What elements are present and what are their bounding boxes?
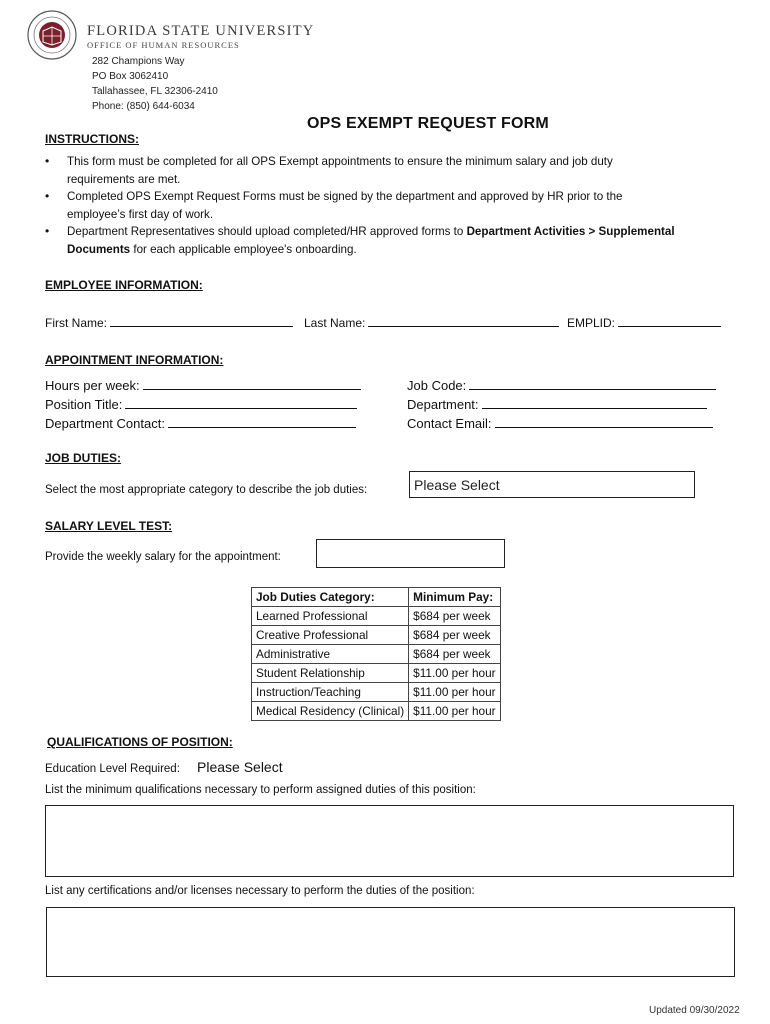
table-cell: Instruction/Teaching	[252, 683, 409, 702]
job-code-field[interactable]: Job Code:	[407, 377, 716, 393]
table-cell: Learned Professional	[252, 607, 409, 626]
address-line-2: PO Box 3062410	[92, 71, 169, 82]
job-duties-select-value: Please Select	[414, 477, 500, 493]
table-row	[252, 607, 501, 626]
table-cell: Student Relationship	[252, 664, 409, 683]
certifications-label: List any certifications and/or licenses necessary to perform the duties of the position:	[45, 885, 475, 897]
hours-per-week-field[interactable]: Hours per week:	[45, 377, 361, 393]
department-contact-field[interactable]: Department Contact:	[45, 415, 356, 431]
table-cell: $11.00 per hour	[409, 664, 500, 683]
instruction-3: Department Representatives should upload completed/HR approved forms to Department Activities > Supplemental Documents for each applicable employee's onboarding.	[67, 225, 675, 256]
instructions-heading: INSTRUCTIONS:	[45, 132, 139, 146]
table-row	[252, 664, 501, 683]
updated-date: Updated 09/30/2022	[649, 1005, 740, 1016]
bullet-icon: •	[45, 189, 50, 203]
job-duties-heading: JOB DUTIES:	[45, 451, 122, 465]
table-cell: $684 per week	[409, 607, 500, 626]
position-title-field[interactable]: Position Title:	[45, 396, 357, 412]
weekly-salary-input[interactable]	[316, 539, 505, 568]
table-header-row	[252, 588, 501, 607]
first-name-field[interactable]: First Name:	[45, 314, 293, 330]
min-qualifications-label: List the minimum qualifications necessary to perform assigned duties of this position:	[45, 784, 476, 796]
qualifications-heading: QUALIFICATIONS OF POSITION:	[47, 735, 233, 749]
table-cell: $684 per week	[409, 645, 500, 664]
certifications-textarea[interactable]	[46, 907, 735, 977]
table-header-cell: Job Duties Category:	[252, 588, 409, 607]
table-cell: $11.00 per hour	[409, 683, 500, 702]
department-field[interactable]: Department:	[407, 396, 707, 412]
bullet-icon: •	[45, 224, 50, 238]
table-cell: Administrative	[252, 645, 409, 664]
contact-email-field[interactable]: Contact Email:	[407, 415, 713, 431]
salary-test-heading: SALARY LEVEL TEST:	[45, 519, 173, 533]
instruction-2: Completed OPS Exempt Request Forms must be signed by the department and approved by HR prior to the employee’s first day of work.	[67, 190, 623, 221]
education-level-label: Education Level Required:	[45, 763, 180, 775]
office-name: OFFICE OF HUMAN RESOURCES	[87, 40, 240, 50]
address-line-3: Tallahassee, FL 32306-2410	[92, 86, 218, 97]
appointment-info-heading: APPOINTMENT INFORMATION:	[45, 353, 224, 367]
table-row	[252, 626, 501, 645]
table-cell: Medical Residency (Clinical)	[252, 702, 409, 721]
table-cell: Creative Professional	[252, 626, 409, 645]
instruction-1: This form must be completed for all OPS Exempt appointments to ensure the minimum salary and job duty requirements are met.	[67, 155, 613, 186]
job-duties-select[interactable]	[409, 471, 695, 498]
university-name: FLORIDA STATE UNIVERSITY	[87, 23, 315, 39]
weekly-salary-label: Provide the weekly salary for the appointment:	[45, 551, 281, 563]
employee-info-heading: EMPLOYEE INFORMATION:	[45, 278, 203, 292]
form-title: OPS EXEMPT REQUEST FORM	[307, 115, 549, 132]
table-row	[252, 702, 501, 721]
table-cell: $684 per week	[409, 626, 500, 645]
table-header-cell: Minimum Pay:	[409, 588, 500, 607]
bullet-icon: •	[45, 154, 50, 168]
table-row	[252, 645, 501, 664]
phone: Phone: (850) 644-6034	[92, 101, 195, 112]
table-row	[252, 683, 501, 702]
job-duties-label: Select the most appropriate category to describe the job duties:	[45, 484, 368, 496]
min-qualifications-textarea[interactable]	[45, 805, 734, 877]
address-line-1: 282 Champions Way	[92, 56, 185, 67]
emplid-field[interactable]: EMPLID:	[567, 314, 721, 330]
last-name-field[interactable]: Last Name:	[304, 314, 559, 330]
table-cell: $11.00 per hour	[409, 702, 500, 721]
education-level-select[interactable]: Please Select	[197, 759, 283, 775]
minimum-pay-table	[251, 587, 501, 721]
fsu-seal-logo	[27, 9, 77, 61]
